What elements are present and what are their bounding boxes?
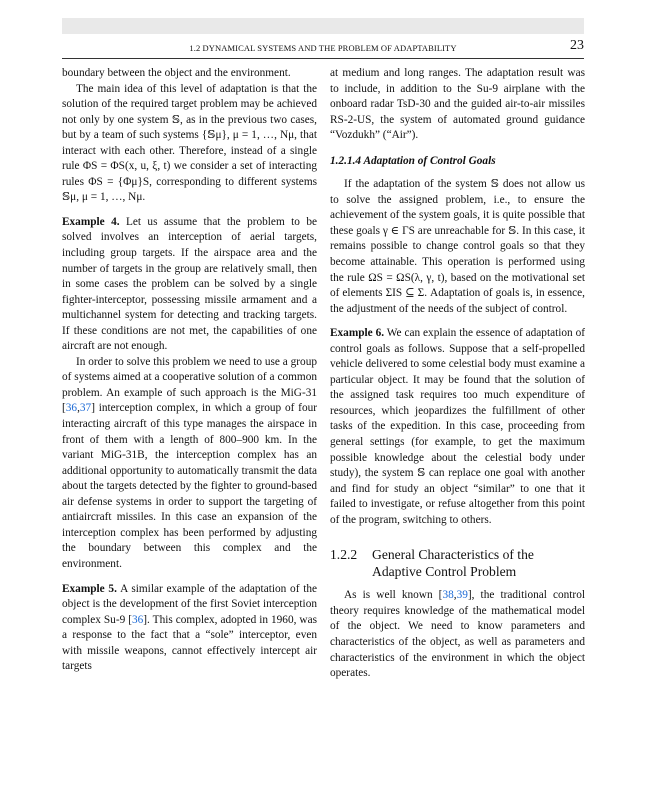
right-column [330,66,585,682]
example-label: Example 4. [62,215,120,228]
example-text: ]. This complex, adopted in 1960, was a response to the fact that a “sole” interceptor, even with missile weapons, cannot effectively intercept air targets [62,613,317,673]
paragraph-text: As is well known [ [344,589,443,602]
subsection-heading: 1.2.1.4 Adaptation of Control Goals [330,154,496,167]
example-text: We can explain the essence of adaptation of control goals as follows. Suppose that a self-propelled vehicle delivered to some celestial body must examine a particular object. It may be found that the solution of the assigned task requires too much expenditure of resources, which jeopardizes the fulfillment of other tasks of the expedition. In this case, proceeding from general settings (for example, to get the maximum possible knowledge about the celestial body under study), the system 𝕊 can replace one goal with another and find for study an object “similar” to one that it failed to investigate, or refuse altogether from this point of the program, switching to others. [330,327,586,526]
example-text: A similar example of the adaptation of the object is the development of the first Soviet interception complex Su-9 [ [62,582,318,626]
example-label: Example 5. [62,582,117,595]
example-6 [330,326,585,528]
running-header [62,37,584,59]
paragraph: In order to solve this problem we need to use a group of systems aimed at a cooperative solution of a common problem. An example of such approach is the MiG-31 [36,37] interception complex, in which a group of four interacting aircraft of this type manages the airspace in front of them with a length of 800–900 km. In the variant MiG-31B, the interception complex has an additional opportunity to automatically transmit the data about the targets detected by the fighter to ground-based air defense systems in order to support the targeting of antiaircraft missiles. In this case an expansion of the interception complex has been performed by adjusting the boundary between this complex and the environment. [62,355,317,570]
paragraph: If the adaptation of the system 𝕊 does not allow us to solve the assigned problem, i.e., to ensure the achievement of the system goals, it is quite possible that these goals γ ∈ ΓS are unreachable for 𝕊. In this case, it remains possible to change control goals so that they become attainable. This operation is performed using the rule ΩS = ΩS(λ, γ, t), based on the motivational set of elements ΣIS ⊆ Σ. Adaptation of goals is, in essence, the adjustment of the needs of the subject of control. [330,178,585,315]
example-4 [62,215,317,355]
paragraph: As is well known [38,39], the traditional control theory requires knowledge of the mathematical model of the object. We need to know parameters and characteristics of the object, as well as parameters and characteristics of the environment in which the object operates. [330,589,585,680]
example-5 [62,582,317,675]
example-text: Let us assume that the problem to be solved involves an interception of aerial targets, including group targets. If the airspace area and the number of targets in the group are relatively small, then in some cases the problem can be solved by a single fighter-interceptor, possessing missile armament and a multichannel system for detecting and tracking targets. If these conditions are not met, the capabilities of one aircraft are not enough. [62,215,317,353]
citation-link[interactable]: 36 [132,613,144,626]
header-rule [62,58,584,59]
page-number: 23 [570,38,584,53]
section-title: General Characteristics of the Adaptive Control Problem [372,547,534,580]
citation-link[interactable]: 38 [442,589,454,602]
paragraph-text: ], the traditional control theory requires knowledge of the mathematical model of the object. We need to know parameters and characteristics of the object, as well as parameters and characteristics of the environment in which the object operates. [330,589,585,680]
paragraph: at medium and long ranges. The adaptation result was to include, in addition to the Su-9 airplane with the onboard radar TsD-30 and the guided air-to-air missiles RS-2-US, the system of automated ground guidance “Vozdukh” (“Air”). [330,67,585,142]
section-heading [330,546,585,580]
left-column [62,66,317,675]
paragraph: boundary between the object and the environment. [62,67,291,79]
paragraph-text: In order to solve this problem we need to use a group of systems aimed at a cooperative solution of a common problem. An example of such approach is the MiG-31 [ [62,355,317,415]
paragraph-text: ] interception complex, in which a group of four interacting aircraft of this type manages the airspace in front of them with a length of 800–900 km. In the variant MiG-31B, the interception complex has an additional opportunity to automatically transmit the data about the targets detected by the fighter to ground-based air defense systems in order to support the targeting of antiaircraft missiles. In this case an expansion of the interception complex has been performed by adjusting the boundary between this complex and the environment. [62,402,317,570]
paragraph: The main idea of this level of adaptation is that the solution of the required target problem may be achieved not only by one system 𝕊, as in the previous two cases, but by a team of such systems {𝕊μ}, μ = 1, …, Nμ, that interact with each other. Therefore, instead of a single rule ΦS = ΦS(x, u, ξ, t) we consider a set of interacting rules ΦS = {Φμ}S, corresponding to different systems 𝕊μ, μ = 1, …, Nμ. [62,82,317,204]
example-label: Example 6. [330,327,385,340]
citation-link[interactable]: 39 [456,589,468,602]
citation-link[interactable]: 37 [79,402,92,415]
header-band [62,18,584,34]
citation-link[interactable]: 36 [65,402,78,415]
running-title: 1.2 DYNAMICAL SYSTEMS AND THE PROBLEM OF ADAPTABILITY [189,43,457,53]
section-number: 1.2.2 [330,547,358,563]
